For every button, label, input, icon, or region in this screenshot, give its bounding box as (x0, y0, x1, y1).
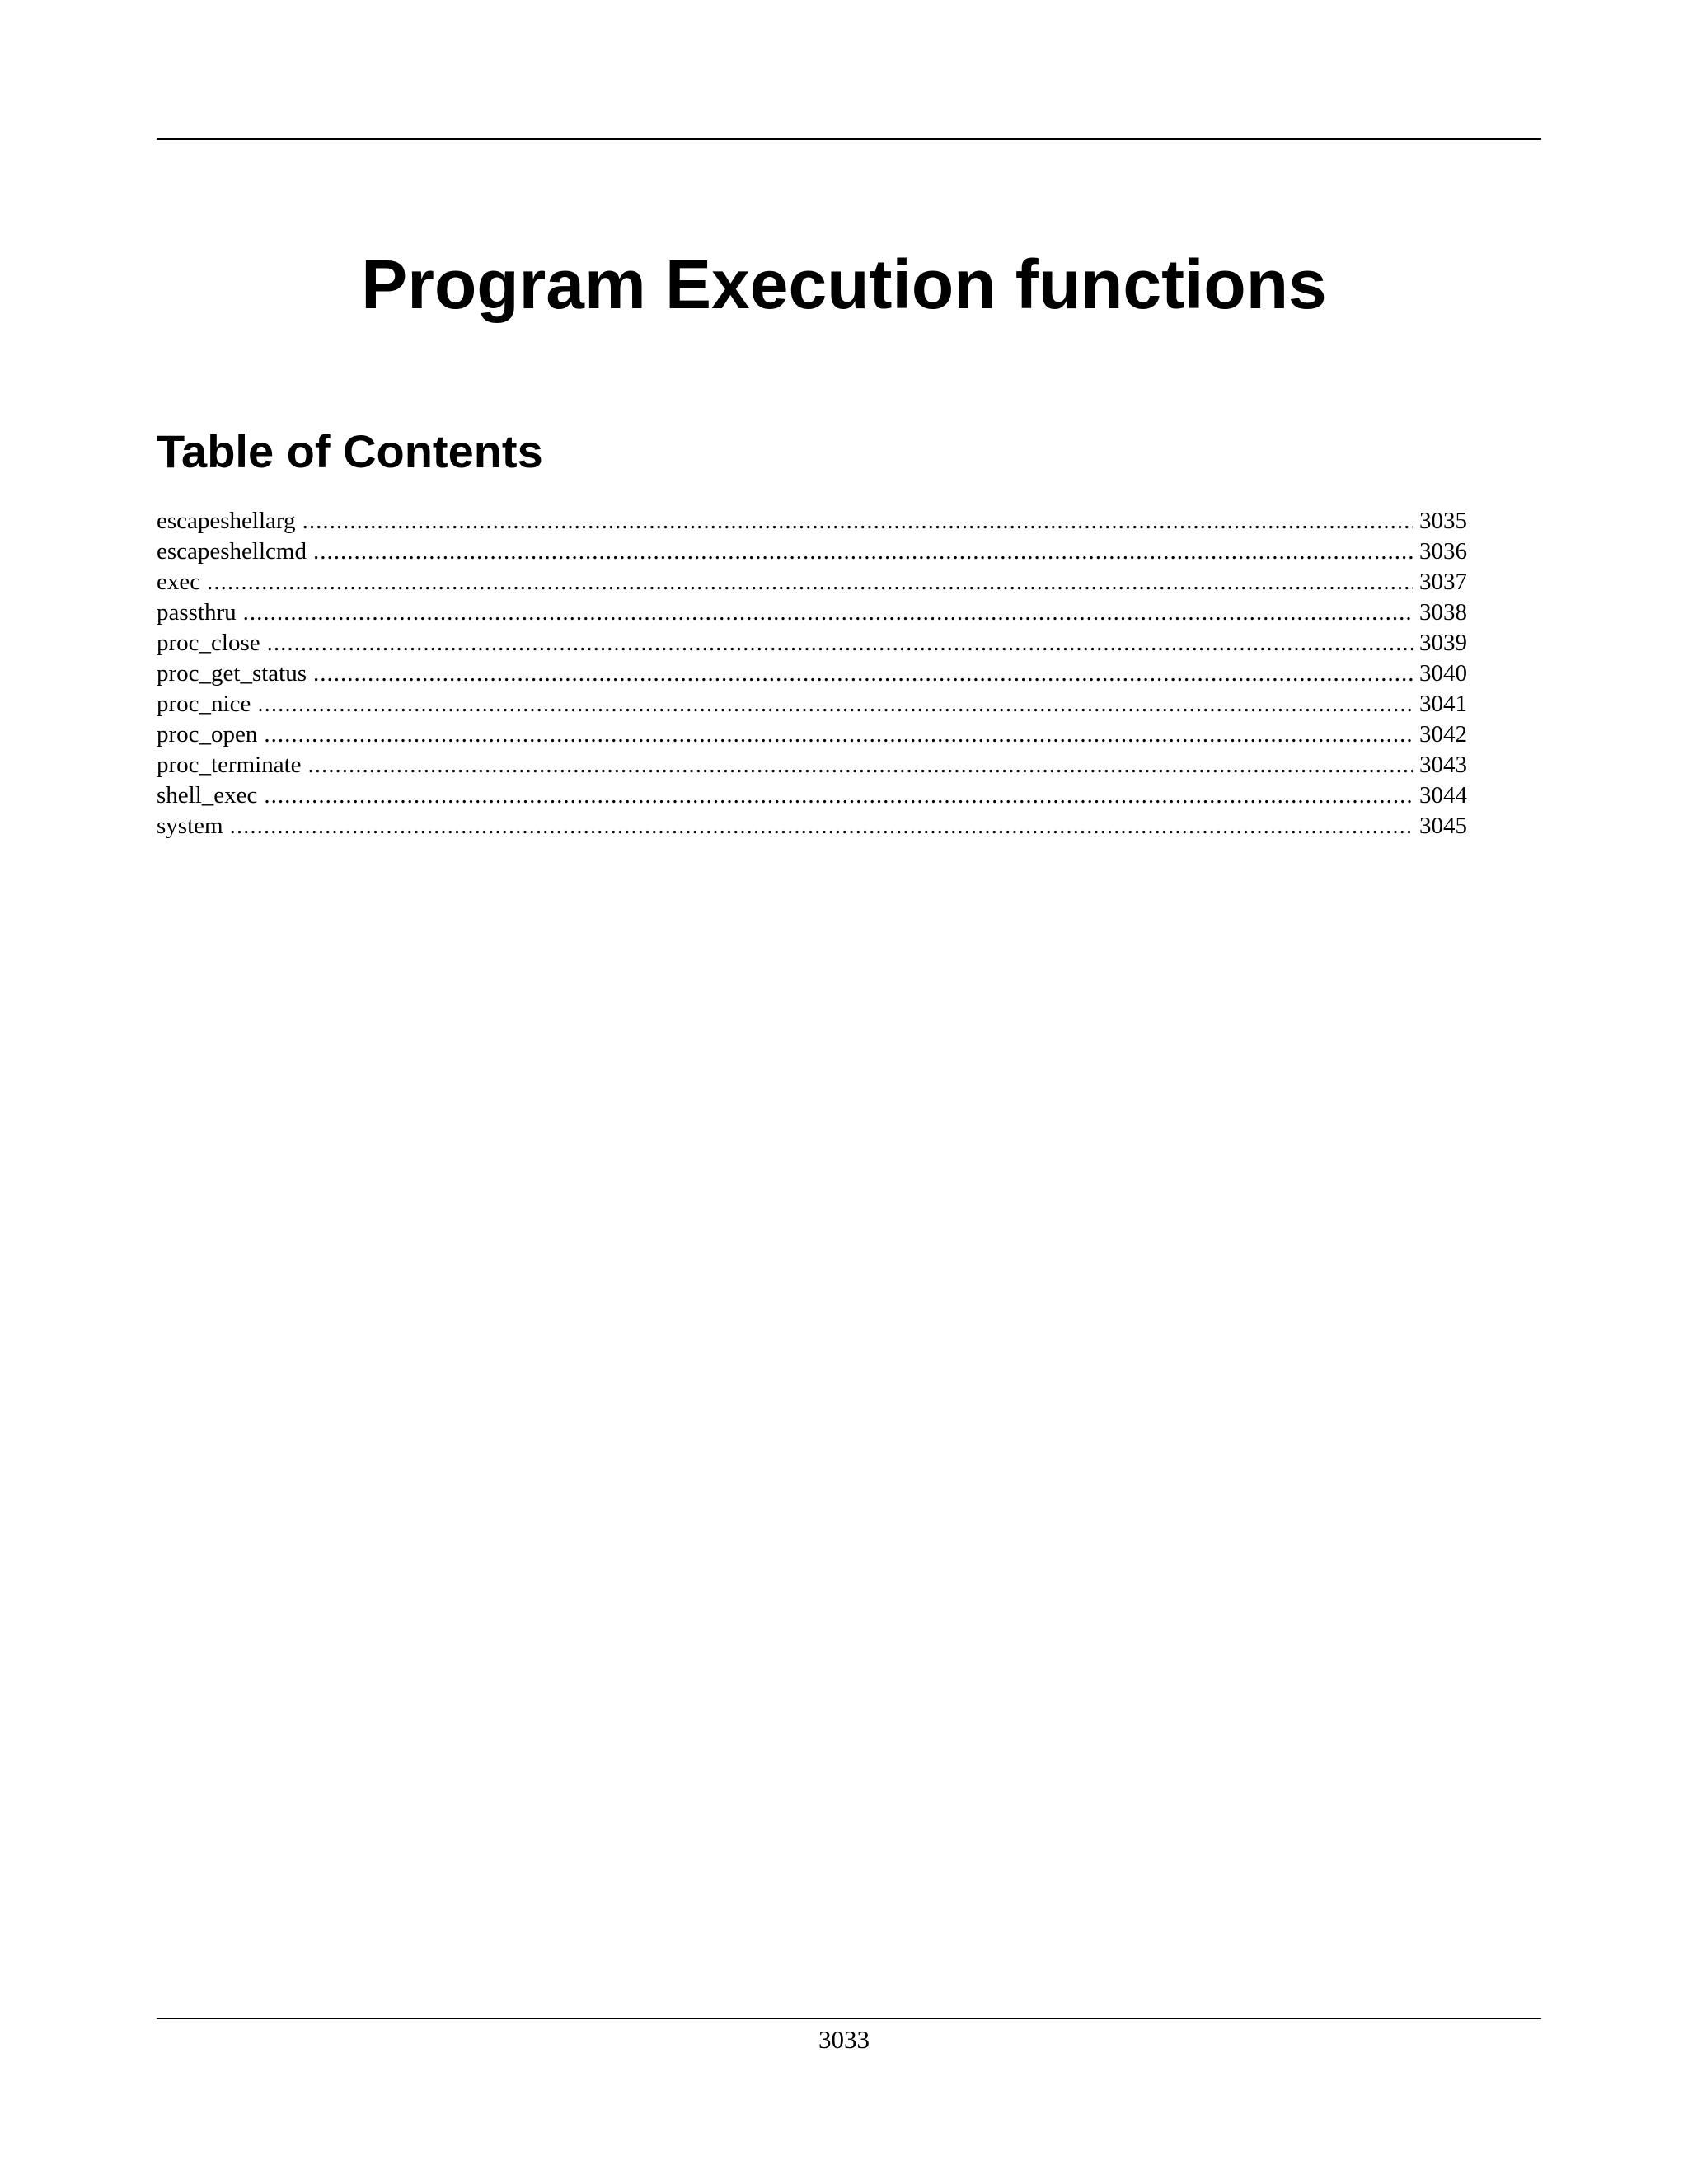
chapter-title: Program Execution functions (361, 246, 1327, 323)
toc-entry-page: 3041 (1419, 691, 1467, 717)
toc-entry-escapeshellarg[interactable] (157, 506, 1467, 537)
toc-entry-system[interactable] (157, 811, 1467, 841)
toc-entry-name: exec (157, 569, 201, 595)
toc-entry-exec[interactable] (157, 567, 1467, 598)
toc-dot-leader (308, 750, 1413, 780)
toc-entry-proc-get-status[interactable] (157, 658, 1467, 689)
toc-entry-name: passthru (157, 599, 237, 626)
toc-dot-leader (243, 598, 1413, 628)
toc-entry-name: shell_exec (157, 782, 258, 808)
toc-dot-leader (207, 567, 1413, 598)
toc-entry-name: escapeshellcmd (157, 538, 307, 565)
toc-dot-leader (302, 506, 1413, 537)
toc-entry-proc-open[interactable] (157, 719, 1467, 750)
toc-entry-proc-close[interactable] (157, 628, 1467, 658)
toc-entry-page: 3038 (1419, 599, 1467, 626)
toc-entry-page: 3039 (1419, 630, 1467, 656)
toc-entry-name: proc_close (157, 630, 260, 656)
page-number: 3033 (818, 2025, 870, 2054)
toc-entry-name: system (157, 813, 223, 839)
footer-rule (157, 2018, 1541, 2019)
toc-dot-leader (264, 719, 1413, 750)
toc-entry-page: 3035 (1419, 508, 1467, 534)
toc-dot-leader (313, 658, 1413, 689)
toc-list (157, 506, 1467, 841)
toc-entry-passthru[interactable] (157, 598, 1467, 628)
toc-entry-page: 3045 (1419, 813, 1467, 839)
header-rule (157, 138, 1541, 140)
toc-entry-name: proc_get_status (157, 660, 307, 687)
toc-entry-page: 3037 (1419, 569, 1467, 595)
toc-entry-shell-exec[interactable] (157, 780, 1467, 811)
toc-heading: Table of Contents (157, 425, 543, 477)
toc-entry-name: proc_open (157, 721, 258, 748)
toc-entry-name: escapeshellarg (157, 508, 296, 534)
toc-entry-page: 3040 (1419, 660, 1467, 687)
toc-entry-name: proc_terminate (157, 752, 302, 778)
toc-entry-page: 3036 (1419, 538, 1467, 565)
toc-entry-name: proc_nice (157, 691, 251, 717)
toc-dot-leader (313, 537, 1413, 567)
toc-entry-page: 3042 (1419, 721, 1467, 748)
toc-dot-leader (264, 780, 1413, 811)
toc-entry-proc-nice[interactable] (157, 689, 1467, 719)
toc-dot-leader (230, 811, 1413, 841)
toc-entry-proc-terminate[interactable] (157, 750, 1467, 780)
toc-dot-leader (267, 628, 1413, 658)
toc-entry-page: 3043 (1419, 752, 1467, 778)
toc-entry-page: 3044 (1419, 782, 1467, 808)
toc-entry-escapeshellcmd[interactable] (157, 537, 1467, 567)
toc-dot-leader (257, 689, 1413, 719)
